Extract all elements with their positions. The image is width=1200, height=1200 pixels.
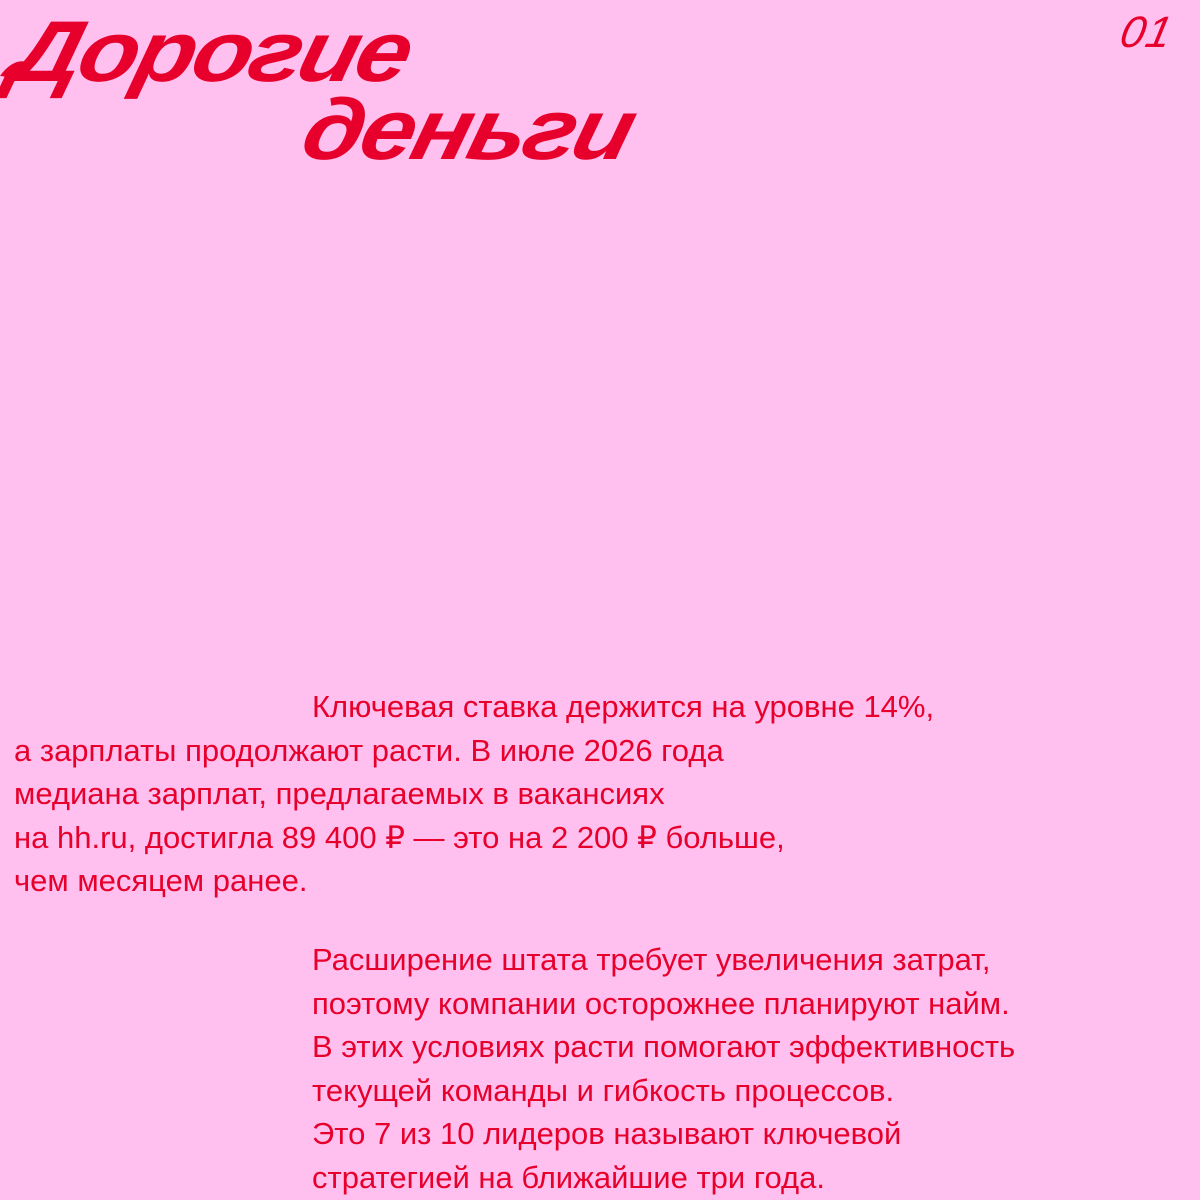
paragraph-1-line: а зарплаты продолжают расти. В июле 2026 года <box>14 732 724 768</box>
paragraph-2-line: В этих условиях расти помогают эффективность <box>312 1029 1016 1064</box>
paragraph-2-line: Это 7 из 10 лидеров называют ключевой <box>312 1116 902 1151</box>
paragraph-1-line: на hh.ru, достигла 89 400 ₽ — это на 2 200 ₽ больше, <box>14 819 785 855</box>
paragraph-2 <box>312 938 1015 1199</box>
paragraph-1-line: Ключевая ставка держится на уровне 14%, <box>312 689 935 724</box>
paragraph-1-line: чем месяцем ранее. <box>14 863 308 898</box>
paragraph-1 <box>14 685 934 903</box>
paragraph-2-line: поэтому компании осторожнее планируют найм. <box>312 985 1010 1021</box>
paragraph-2-line: текущей команды и гибкость процессов. <box>312 1072 895 1108</box>
paragraph-2-line: стратегией на ближайшие три года. <box>312 1159 825 1195</box>
title-line-1: Дорогие <box>1 2 422 100</box>
title-line-2: деньги <box>293 80 644 178</box>
paragraph-2-line: Расширение штата требует увеличения затрат, <box>312 942 991 977</box>
page-number: 01 <box>1115 8 1178 57</box>
paragraph-1-line: медиана зарплат, предлагаемых в вакансиях <box>14 776 665 811</box>
